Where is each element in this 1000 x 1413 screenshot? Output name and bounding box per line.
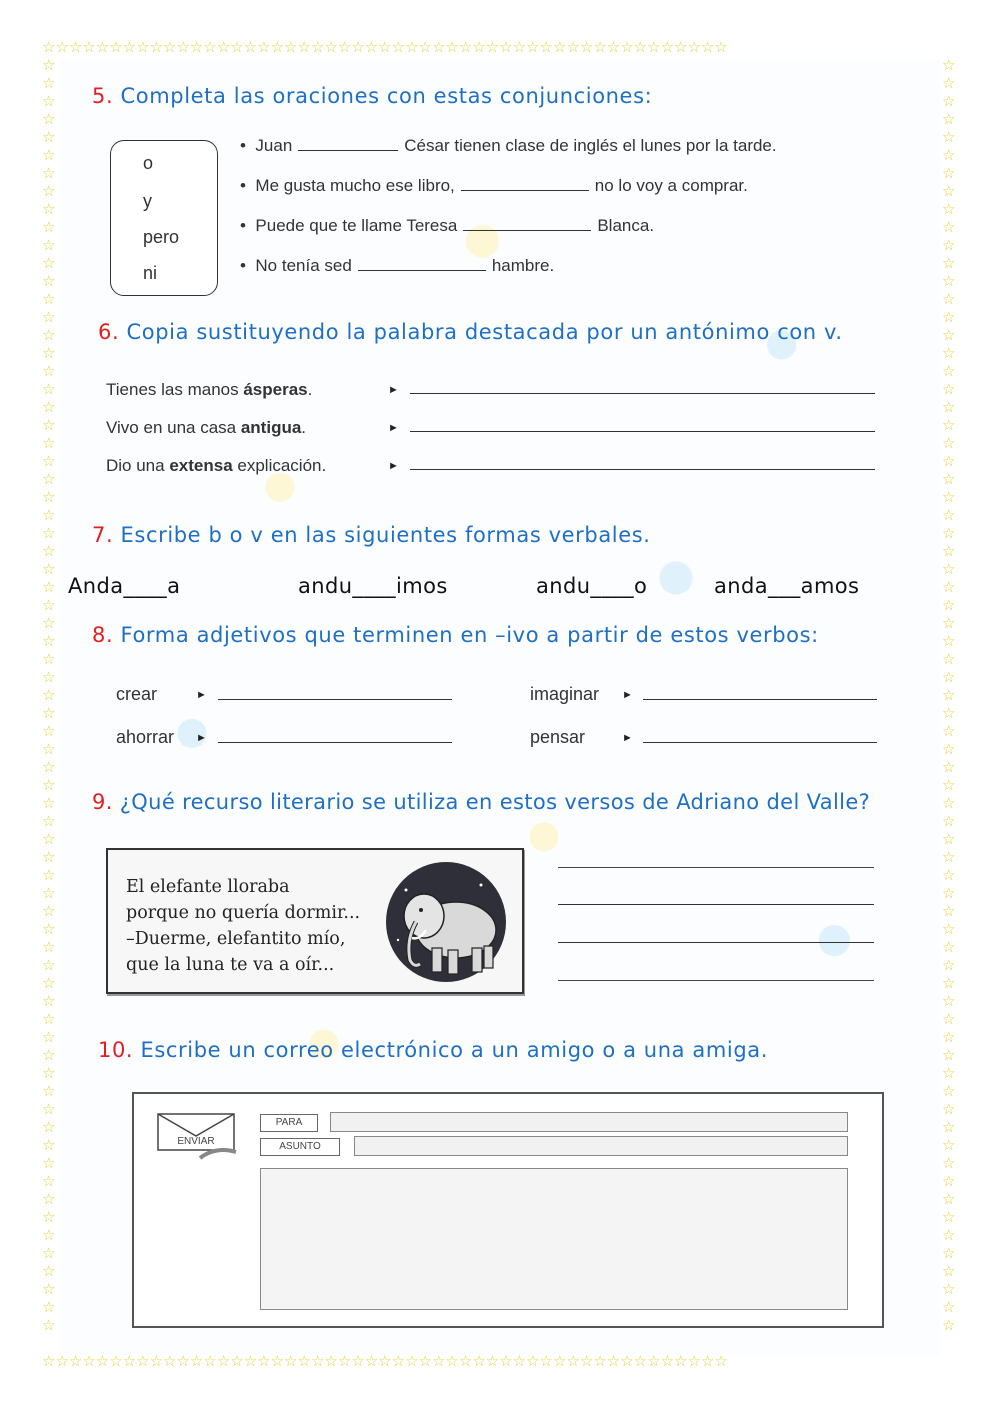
answer-line[interactable]: [558, 942, 874, 943]
sentence-item: • Puede que te llame Teresa Blanca.: [240, 216, 655, 235]
sentence-item: • No tenía sed hambre.: [240, 256, 555, 275]
exercise-title: Forma adjetivos que terminen en –ivo a partir de estos verbos:: [120, 623, 819, 647]
exercise-9-heading: [92, 790, 870, 814]
exercise-number: 7.: [92, 523, 114, 547]
poem-verse: que la luna te va a oír...: [126, 955, 335, 975]
answer-blank[interactable]: [298, 149, 398, 151]
answer-line[interactable]: [410, 469, 875, 470]
exercise-number: 9.: [92, 790, 113, 814]
subject-field[interactable]: [354, 1136, 848, 1156]
exercise-8-heading: [92, 623, 819, 647]
arrow-icon: ►: [388, 422, 399, 434]
verb-label: crear: [116, 684, 158, 704]
star-border-right: ☆☆☆☆☆☆☆☆☆☆☆☆☆☆☆☆☆☆☆☆☆☆☆☆☆☆☆☆☆☆☆☆☆☆☆☆☆☆☆☆☆☆☆☆☆☆☆☆☆☆☆☆☆☆☆☆☆☆☆☆☆☆☆☆☆☆☆☆☆☆☆: [942, 56, 956, 1334]
verb-label: imaginar: [530, 684, 600, 704]
answer-line[interactable]: [558, 867, 874, 868]
verb-label: pensar: [530, 727, 586, 747]
antonym-row: Vivo en una casa antigua.: [106, 418, 307, 437]
answer-line[interactable]: [410, 431, 875, 432]
exercise-title: Copia sustituyendo la palabra destacada por un antónimo con v.: [126, 320, 843, 344]
exercise-number: 5.: [92, 84, 114, 108]
answer-line[interactable]: [558, 904, 874, 905]
answer-line[interactable]: [410, 393, 875, 394]
answer-line[interactable]: [643, 699, 877, 700]
poem-box: [106, 848, 524, 994]
verb-blank[interactable]: andu____o: [536, 574, 648, 598]
conjunction-option: o: [143, 153, 154, 173]
arrow-icon: ►: [196, 689, 207, 701]
arrow-icon: ►: [622, 732, 633, 744]
poem-verse: porque no quería dormir...: [126, 903, 361, 923]
star-border-bottom: ☆☆☆☆☆☆☆☆☆☆☆☆☆☆☆☆☆☆☆☆☆☆☆☆☆☆☆☆☆☆☆☆☆☆☆☆☆☆☆☆☆☆☆☆☆☆☆☆☆☆☆: [42, 1352, 728, 1370]
verb-blank[interactable]: anda___amos: [714, 574, 860, 598]
poem-verse: –Duerme, elefantito mío,: [126, 929, 346, 949]
star-border-top: ☆☆☆☆☆☆☆☆☆☆☆☆☆☆☆☆☆☆☆☆☆☆☆☆☆☆☆☆☆☆☆☆☆☆☆☆☆☆☆☆☆☆☆☆☆☆☆☆☆☆☆: [42, 38, 728, 56]
answer-line[interactable]: [643, 742, 877, 743]
sentence-item: • Juan César tienen clase de inglés el lunes por la tarde.: [240, 136, 777, 155]
exercise-number: 6.: [98, 320, 120, 344]
answer-blank[interactable]: [461, 189, 589, 191]
answer-line[interactable]: [218, 742, 452, 743]
exercise-number: 10.: [98, 1038, 134, 1062]
conjunction-option: y: [143, 191, 152, 211]
verb-label: ahorrar: [116, 727, 175, 747]
to-label: PARA: [260, 1114, 318, 1132]
elephant-illustration: [376, 860, 516, 984]
poem-text: [126, 874, 360, 978]
exercise-5-heading: [92, 84, 652, 108]
sentence-item: • Me gusta mucho ese libro, no lo voy a comprar.: [240, 176, 748, 195]
answer-blank[interactable]: [463, 229, 591, 231]
exercise-title: Escribe un correo electrónico a un amigo o a una amiga.: [140, 1038, 769, 1062]
exercise-6-heading: [98, 320, 843, 344]
answer-blank[interactable]: [358, 269, 486, 271]
arrow-icon: ►: [388, 460, 399, 472]
send-button[interactable]: ENVIAR: [177, 1136, 215, 1147]
conjunctions-box: [110, 140, 218, 296]
exercise-number: 8.: [92, 623, 114, 647]
arrow-icon: ►: [622, 689, 633, 701]
email-form: [132, 1092, 884, 1328]
exercise-title: ¿Qué recurso literario se utiliza en estos versos de Adriano del Valle?: [119, 790, 871, 814]
arrow-icon: ►: [388, 384, 399, 396]
star-border-left: ☆☆☆☆☆☆☆☆☆☆☆☆☆☆☆☆☆☆☆☆☆☆☆☆☆☆☆☆☆☆☆☆☆☆☆☆☆☆☆☆☆☆☆☆☆☆☆☆☆☆☆☆☆☆☆☆☆☆☆☆☆☆☆☆☆☆☆☆☆☆☆: [42, 56, 56, 1334]
answer-line[interactable]: [558, 980, 874, 981]
answer-line[interactable]: [218, 699, 452, 700]
arrow-icon: ►: [196, 732, 207, 744]
antonym-row: Tienes las manos ásperas.: [106, 380, 313, 399]
exercise-10-heading: [98, 1038, 768, 1062]
message-body-field[interactable]: [260, 1168, 848, 1310]
to-field[interactable]: [330, 1112, 848, 1132]
antonym-row: Dio una extensa explicación.: [106, 456, 327, 475]
subject-label: ASUNTO: [260, 1138, 340, 1156]
poem-verse: El elefante lloraba: [126, 877, 290, 897]
verb-blank[interactable]: andu____imos: [298, 574, 448, 598]
exercise-title: Escribe b o v en las siguientes formas verbales.: [120, 523, 651, 547]
conjunction-option: ni: [143, 263, 158, 283]
exercise-7-heading: [92, 523, 651, 547]
exercise-title: Completa las oraciones con estas conjunciones:: [120, 84, 653, 108]
conjunction-option: pero: [143, 227, 180, 247]
verb-blank[interactable]: Anda____a: [68, 574, 181, 598]
